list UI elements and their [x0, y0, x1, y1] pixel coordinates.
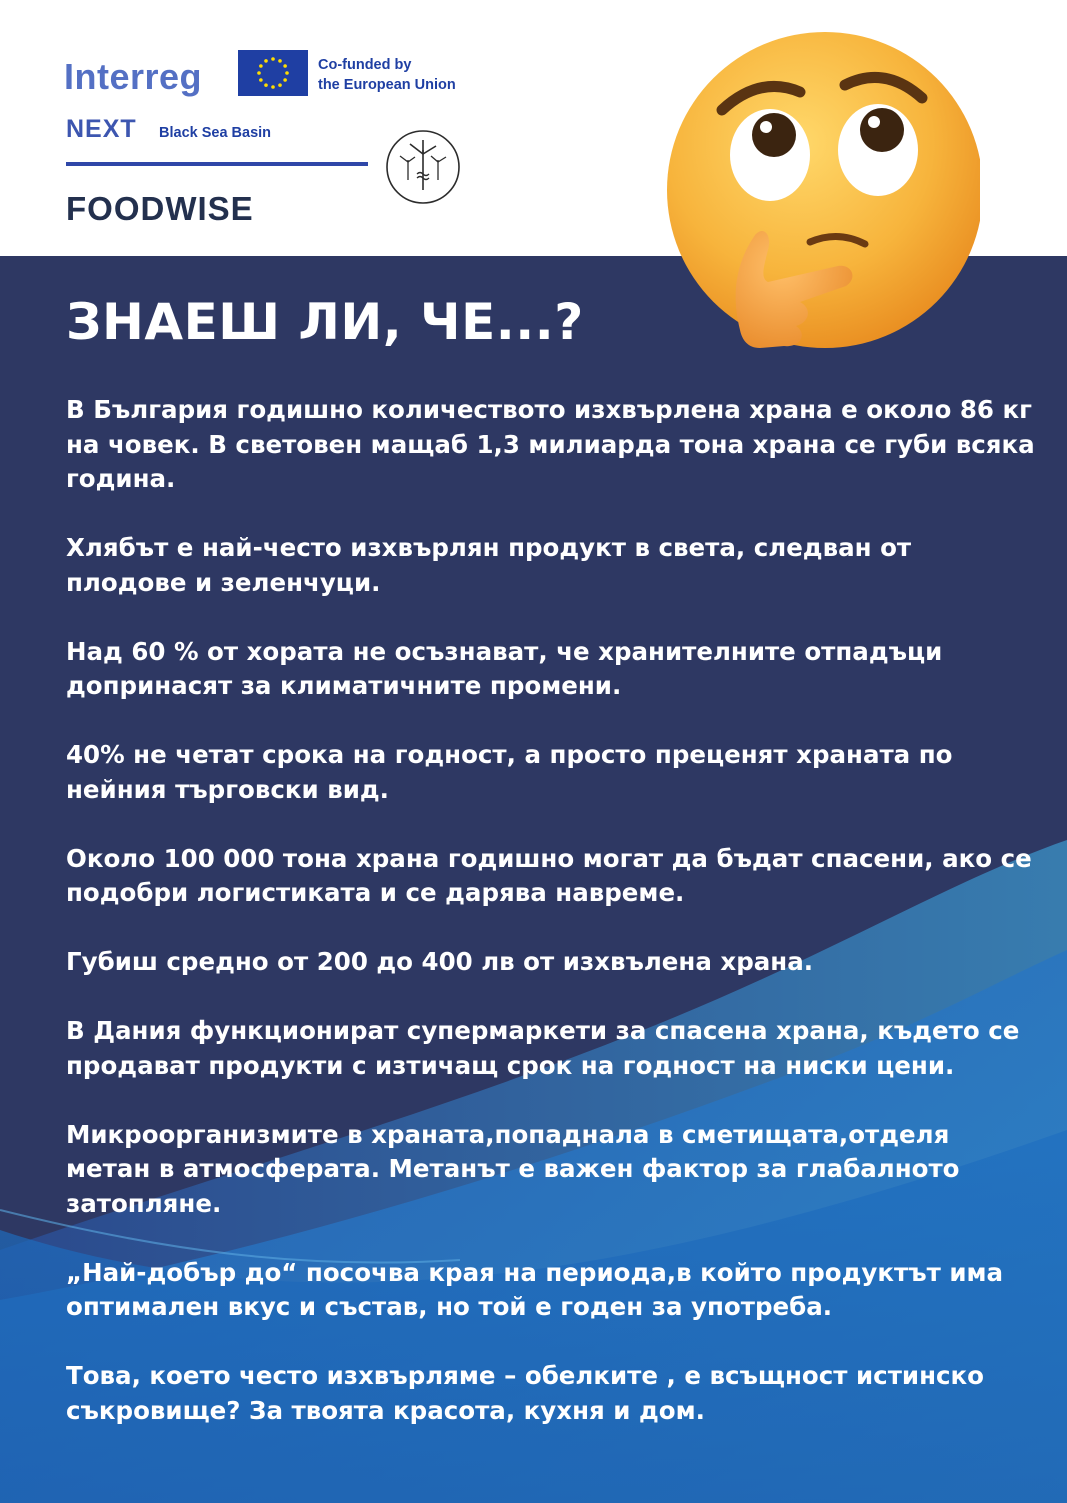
fact-paragraph: В България годишно количеството изхвърлена храна е около 86 кг на човек. В световен мащаб 1,3 милиарда тона храна се губи всяка година. — [66, 395, 1035, 493]
eu-star-icon — [257, 71, 261, 75]
fact-paragraph: Губиш средно от 200 до 400 лв от изхвълена храна. — [66, 947, 814, 976]
black-sea-basin-label: Black Sea Basin — [159, 125, 272, 141]
fact-paragraph: „Най-добър до“ посочва края на периода,в който продуктът има оптимален вкус и състав, но той е годен за употреба. — [66, 1257, 1004, 1321]
eu-star-icon — [285, 71, 289, 75]
fact-paragraph: Над 60 % от хората не осъзнават, че хранителните отпадъци допринасят за климатичните промени. — [66, 636, 943, 700]
interreg-logo-text: Interreg — [64, 56, 203, 97]
eu-star-icon — [278, 59, 282, 63]
eu-star-icon — [271, 57, 275, 61]
eu-star-icon — [283, 64, 287, 68]
eu-star-icon — [278, 83, 282, 87]
fact-paragraph: Това, което често изхвърляме – обелките , е всъщност истинско съкровище? За твоята красота, кухня и дом. — [66, 1361, 984, 1425]
eu-star-icon — [259, 78, 263, 82]
fact-paragraph: Хлябът е най-често изхвърлян продукт в света, следван от плодове и зеленчуци. — [66, 533, 912, 597]
eu-star-icon — [259, 64, 263, 68]
next-logo-text: NEXT — [66, 115, 137, 143]
foodwise-logo-text: FOODWISE — [66, 190, 254, 227]
fact-paragraph: 40% не четат срока на годност, а просто преценят храната по нейния търговски вид. — [66, 740, 953, 804]
thinking-face-emoji — [660, 30, 980, 360]
eu-star-icon — [264, 83, 268, 87]
cofunded-label — [318, 55, 488, 95]
fact-paragraph: Микроорганизмите в храната,попаднала в сметищата,отделя метан в атмосферата. Метанът е важен фактор за глабалното затопляне. — [66, 1119, 960, 1218]
facts-list — [66, 393, 1036, 1463]
eu-star-icon — [283, 78, 287, 82]
eu-flag-icon — [238, 50, 308, 96]
cofunded-line-1: Co-funded by — [318, 57, 412, 73]
eu-star-icon — [264, 59, 268, 63]
wind-turbine-emblem-icon — [384, 128, 462, 206]
page-title: ЗНАЕШ ЛИ, ЧЕ...? — [66, 293, 584, 351]
fact-paragraph: В Дания функционират супермаркети за спасена храна, където се продават продукти с изтичащ срок на годност на ниски цени. — [66, 1016, 1020, 1080]
cofunded-line-2: the European Union — [318, 77, 456, 93]
header-divider — [66, 162, 368, 166]
eu-star-icon — [271, 85, 275, 89]
fact-paragraph: Около 100 000 тона храна годишно могат да бъдат спасени, ако се подобри логистиката и се дарява навреме. — [66, 843, 1032, 907]
